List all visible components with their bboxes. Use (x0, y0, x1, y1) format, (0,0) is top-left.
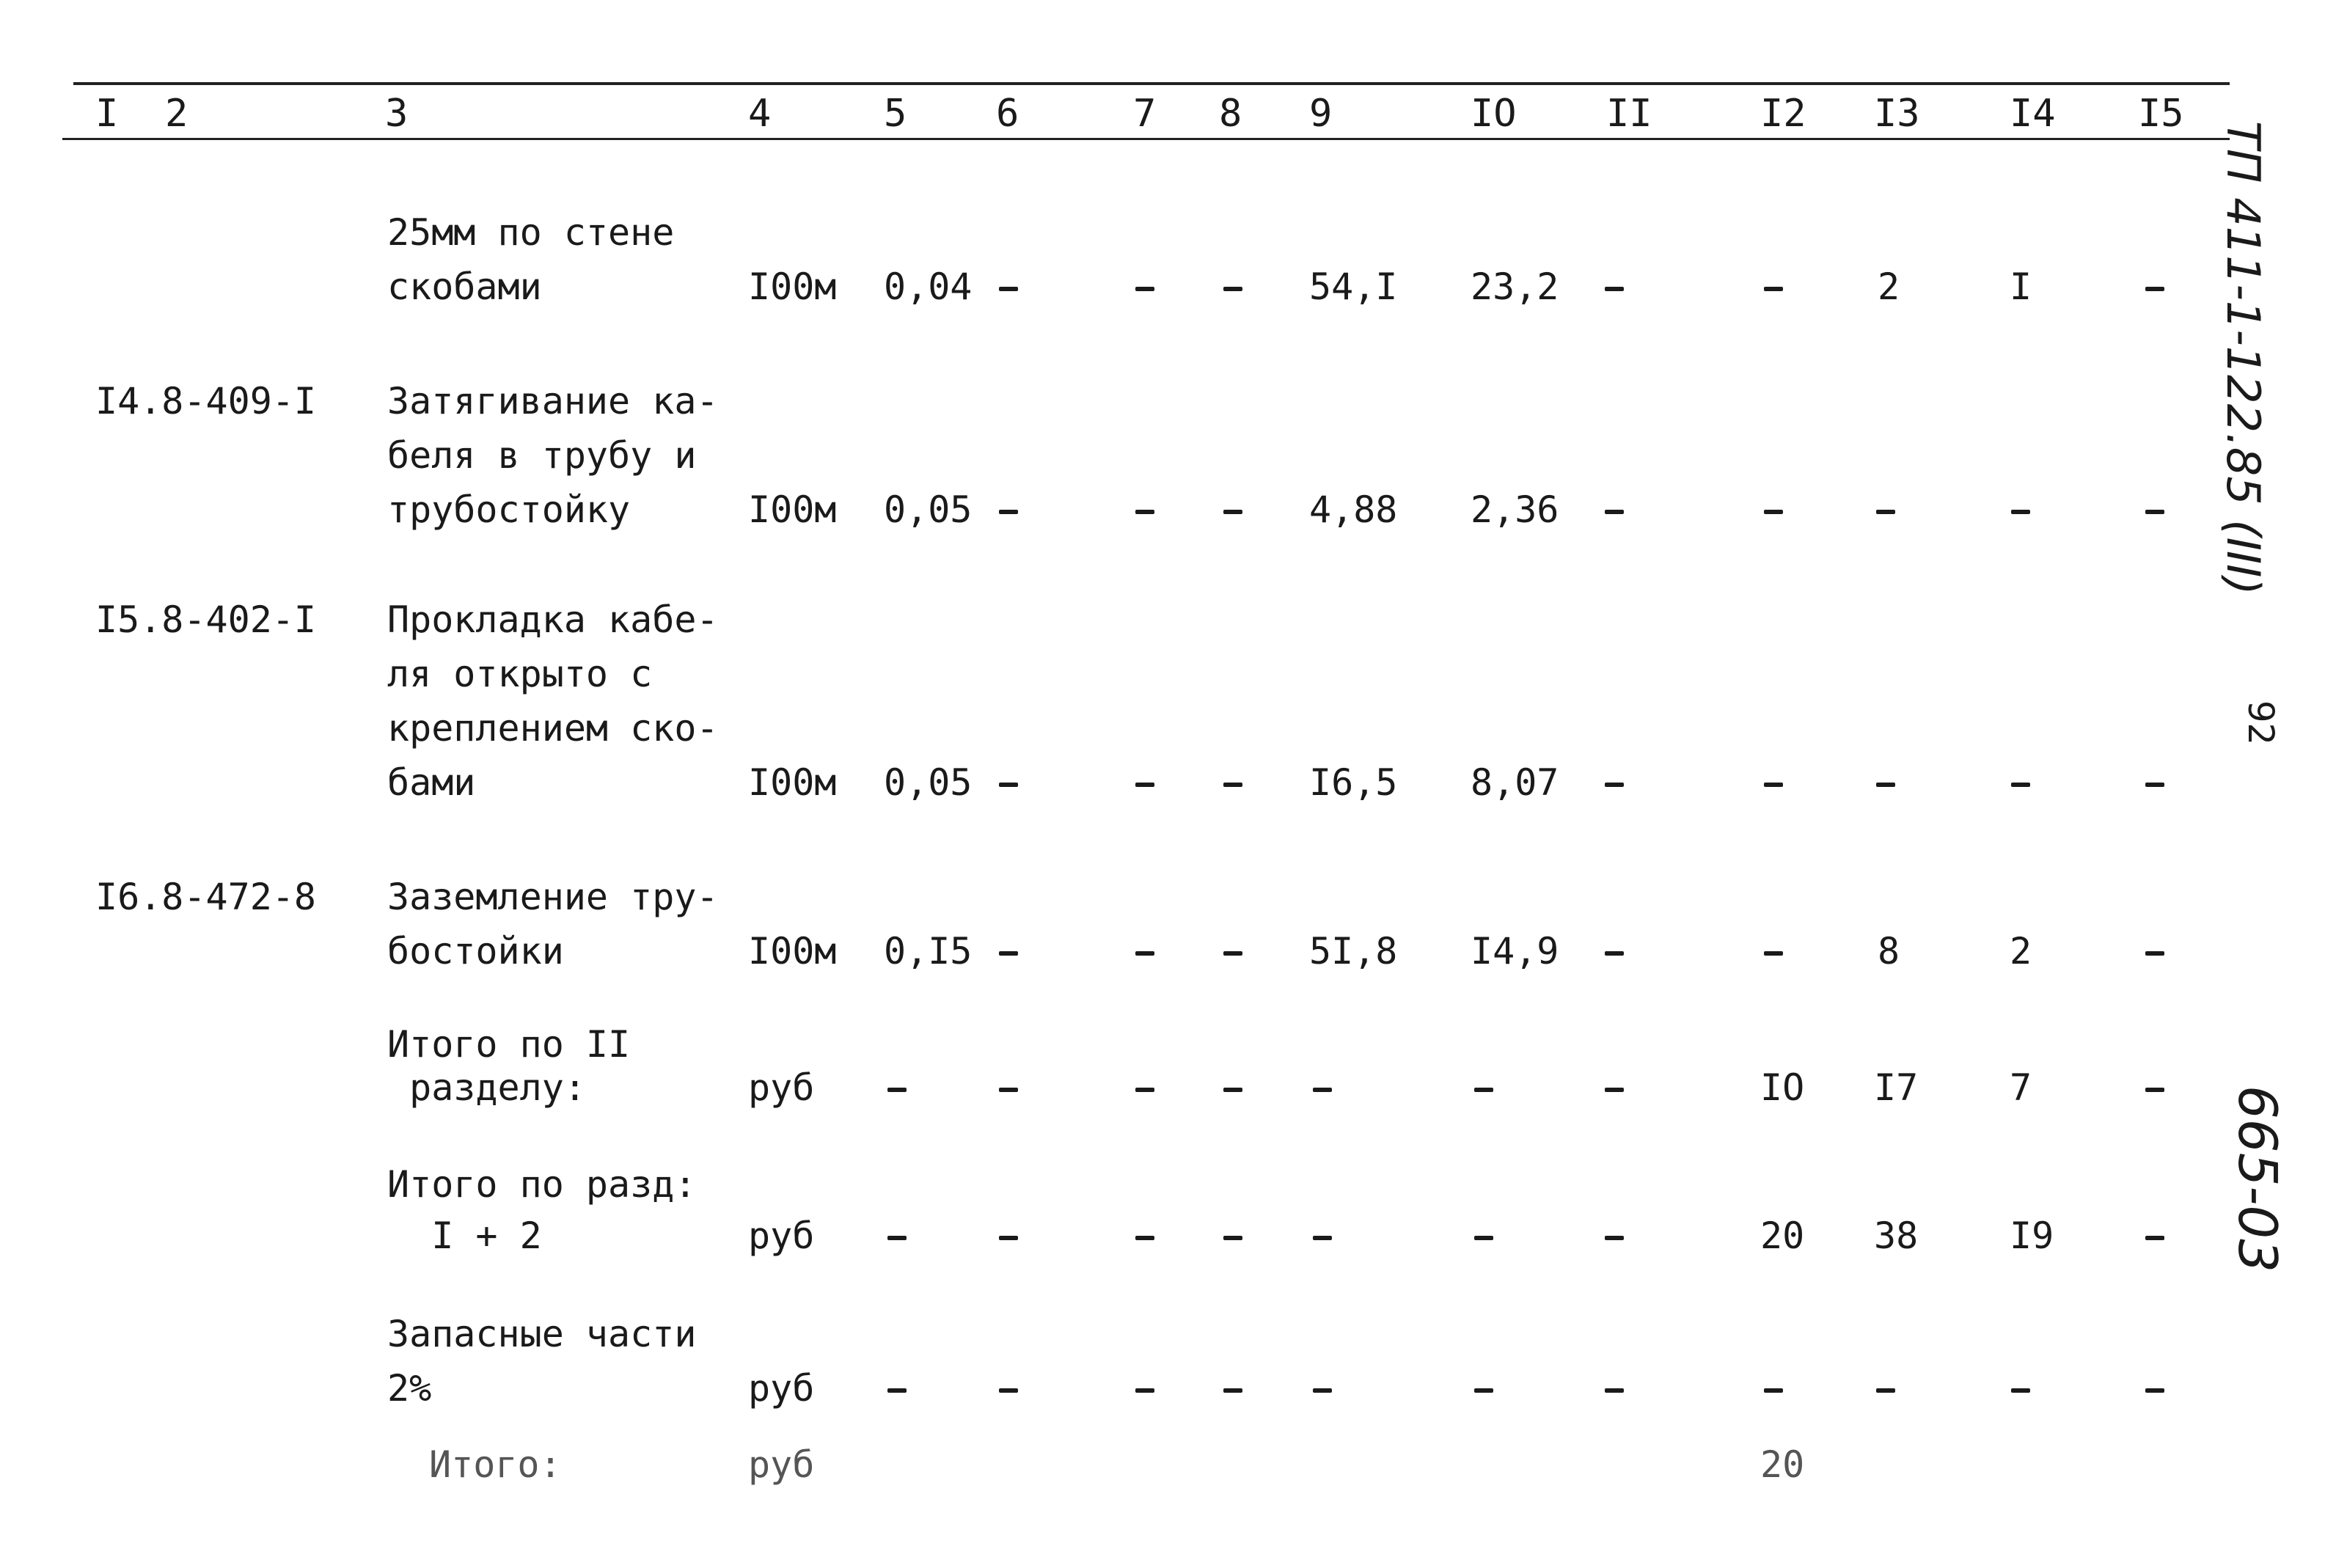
page-number: 92 (2240, 700, 2281, 746)
row-col12: 20 (1760, 1443, 1805, 1486)
dash-col8 (1223, 1088, 1242, 1092)
dash-col12 (1764, 783, 1783, 787)
row-col14: 7 (2010, 1066, 2032, 1109)
dash-col6 (999, 1088, 1018, 1092)
dash-col12 (1764, 510, 1783, 514)
row-desc-line: скобами (387, 265, 542, 308)
row-desc-line: бами (387, 761, 476, 804)
dash-col8 (1223, 783, 1242, 787)
dash-col11 (1605, 287, 1624, 291)
dash-col15 (2145, 1388, 2164, 1393)
dash-col8 (1223, 1236, 1242, 1240)
row-col13: 8 (1878, 930, 1900, 972)
dash-col11 (1605, 783, 1624, 787)
row-col13: 2 (1878, 265, 1900, 308)
dash-col7 (1135, 287, 1154, 291)
dash-col15 (2145, 951, 2164, 956)
row-unit: I00м (748, 488, 837, 531)
row-col10: 2,36 (1471, 488, 1559, 531)
col-header-2: 2 (165, 92, 188, 136)
row-col12: 20 (1760, 1215, 1805, 1257)
dash-col7 (1135, 1236, 1154, 1240)
dash-col6 (999, 510, 1018, 514)
dash-col8 (1223, 510, 1242, 514)
dash-col5 (887, 1388, 907, 1393)
dash-col11 (1605, 510, 1624, 514)
col-header-8: 8 (1219, 92, 1242, 136)
row-unit: I00м (748, 265, 837, 308)
col-header-14: I4 (2010, 92, 2056, 136)
col-header-3: 3 (385, 92, 409, 136)
dash-col13 (1876, 783, 1895, 787)
dash-col8 (1223, 951, 1242, 956)
dash-col11 (1605, 951, 1624, 956)
dash-col12 (1764, 287, 1783, 291)
row-col5: 0,04 (884, 265, 973, 308)
row-desc-line: бостойки (387, 930, 564, 972)
dash-col15 (2145, 510, 2164, 514)
row-col5: 0,05 (884, 761, 973, 804)
row-desc-line: Запасные части (387, 1313, 697, 1355)
row-desc-line: Прокладка кабе- (387, 598, 719, 641)
col-header-1: I (95, 92, 119, 136)
row-desc-line: Заземление тру- (387, 876, 719, 918)
dash-col6 (999, 287, 1018, 291)
row-col12: IO (1760, 1066, 1805, 1109)
row-col10: I4,9 (1471, 930, 1559, 972)
row-col5: 0,05 (884, 488, 973, 531)
dash-col14 (2011, 510, 2030, 514)
row-desc-line: Итого: (429, 1443, 562, 1486)
row-code: I5.8-402-I (95, 598, 317, 641)
dash-col14 (2011, 783, 2030, 787)
col-header-7: 7 (1133, 92, 1157, 136)
row-unit: руб (748, 1066, 815, 1109)
dash-col5 (887, 1088, 907, 1092)
row-desc-line: разделу: (387, 1066, 586, 1109)
row-desc-line: беля в трубу и (387, 434, 697, 477)
album-code: 665-03 (2227, 1085, 2288, 1273)
dash-col9 (1313, 1388, 1332, 1393)
dash-col11 (1605, 1388, 1624, 1393)
row-unit: I00м (748, 761, 837, 804)
dash-col11 (1605, 1236, 1624, 1240)
dash-col7 (1135, 1388, 1154, 1393)
dash-col8 (1223, 1388, 1242, 1393)
row-code: I4.8-409-I (95, 380, 317, 422)
row-unit: I00м (748, 930, 837, 972)
dash-col9 (1313, 1236, 1332, 1240)
row-col14: 2 (2010, 930, 2032, 972)
row-desc-line: Затягивание ка- (387, 380, 719, 422)
dash-col14 (2011, 1388, 2030, 1393)
dash-col5 (887, 1236, 907, 1240)
row-unit: руб (748, 1443, 815, 1486)
row-desc-line: креплением ско- (387, 707, 719, 750)
col-header-11: II (1606, 92, 1652, 136)
dash-col10 (1474, 1236, 1493, 1240)
row-col13: 38 (1874, 1215, 1919, 1257)
col-header-9: 9 (1309, 92, 1333, 136)
dash-col10 (1474, 1088, 1493, 1092)
row-desc-line: 25мм по стене (387, 211, 675, 254)
dash-col6 (999, 1236, 1018, 1240)
col-header-12: I2 (1760, 92, 1806, 136)
dash-col15 (2145, 783, 2164, 787)
row-unit: руб (748, 1367, 815, 1410)
dash-col10 (1474, 1388, 1493, 1393)
dash-col6 (999, 783, 1018, 787)
col-header-13: I3 (1874, 92, 1920, 136)
row-col9: I6,5 (1309, 761, 1398, 804)
dash-col13 (1876, 1388, 1895, 1393)
row-col5: 0,I5 (884, 930, 973, 972)
dash-col15 (2145, 287, 2164, 291)
row-desc-line: трубостойку (387, 488, 631, 531)
row-unit: руб (748, 1215, 815, 1257)
row-col14: I (2010, 265, 2032, 308)
dash-col7 (1135, 1088, 1154, 1092)
row-desc-line: I + 2 (387, 1215, 542, 1257)
dash-col12 (1764, 1388, 1783, 1393)
row-col9: 4,88 (1309, 488, 1398, 531)
row-col10: 23,2 (1471, 265, 1559, 308)
dash-col6 (999, 951, 1018, 956)
dash-col7 (1135, 510, 1154, 514)
dash-col9 (1313, 1088, 1332, 1092)
dash-col12 (1764, 951, 1783, 956)
row-desc-line: ля открыто с (387, 653, 653, 695)
row-col13: I7 (1874, 1066, 1919, 1109)
col-header-10: IO (1471, 92, 1517, 136)
top-rule (73, 82, 2230, 85)
row-desc-line: Итого по разд: (387, 1163, 697, 1206)
doc-code-stamp: ТП 411-1-122.85 (III) (2216, 121, 2270, 596)
dash-col8 (1223, 287, 1242, 291)
dash-col15 (2145, 1236, 2164, 1240)
row-desc-line: Итого по II (387, 1023, 631, 1066)
dash-col7 (1135, 783, 1154, 787)
row-col9: 5I,8 (1309, 930, 1398, 972)
col-header-4: 4 (748, 92, 772, 136)
col-header-6: 6 (996, 92, 1019, 136)
row-col14: I9 (2010, 1215, 2054, 1257)
row-code: I6.8-472-8 (95, 876, 317, 918)
dash-col13 (1876, 510, 1895, 514)
dash-col6 (999, 1388, 1018, 1393)
row-desc-line: 2% (387, 1367, 432, 1410)
dash-col11 (1605, 1088, 1624, 1092)
dash-col15 (2145, 1088, 2164, 1092)
col-header-15: I5 (2138, 92, 2184, 136)
row-col9: 54,I (1309, 265, 1398, 308)
dash-col7 (1135, 951, 1154, 956)
row-col10: 8,07 (1471, 761, 1559, 804)
col-header-5: 5 (884, 92, 907, 136)
